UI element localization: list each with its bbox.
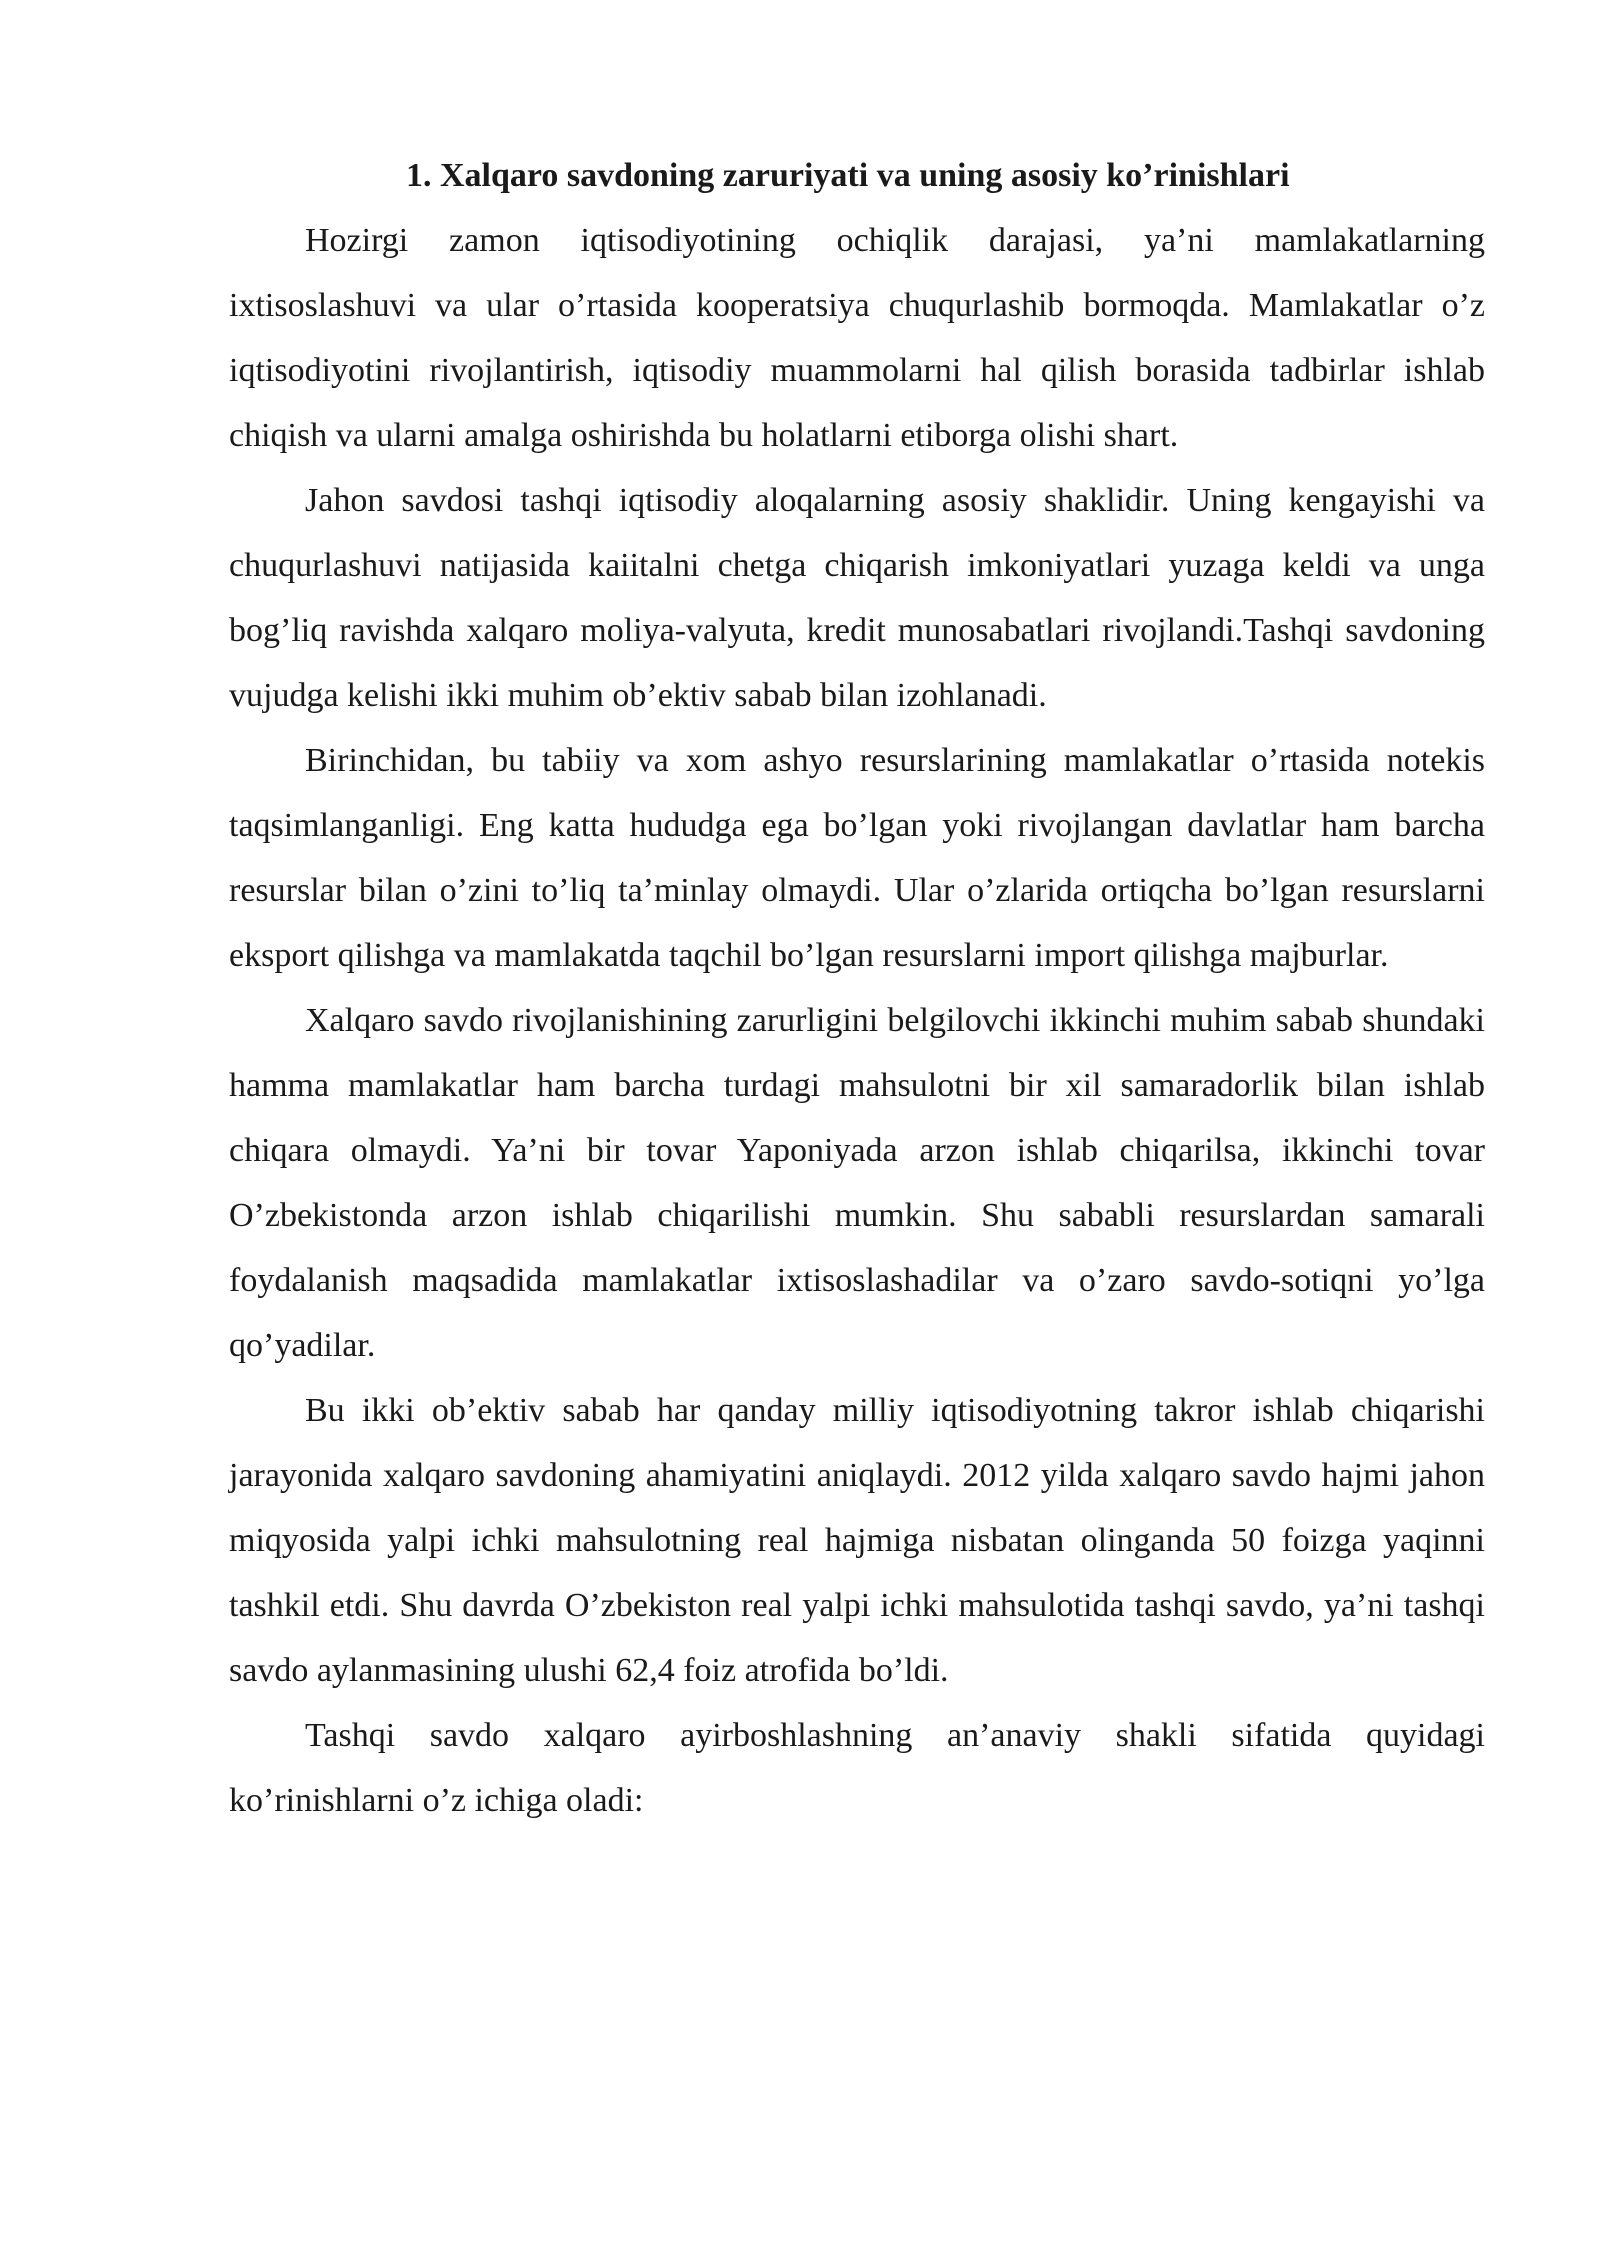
paragraph-1: Hozirgi zamon iqtisodiyotining ochiqlik darajasi, ya’ni mamlakatlarning ixtisoslashuvi va ular o’rtasida kooperatsiya chuqurlashib bormoqda. Mamlakatlar o’z iqtisodiyotini rivojlantirish, iqtisodiy muammolarni hal qilish borasida tadbirlar ishlab chiqish va ularni amalga oshirishda bu holatlarni etiborga olishi shart.: [229, 222, 1485, 454]
paragraph-5: Bu ikki ob’ektiv sabab har qanday milliy iqtisodiyotning takror ishlab chiqarishi jarayonida xalqaro savdoning ahamiyatini aniqlaydi. 2012 yilda xalqaro savdo hajmi jahon miqyosida yalpi ichki mahsulotning real hajmiga nisbatan olinganda 50 foizga yaqinni tashkil etdi. Shu davrda O’zbekiston real yalpi ichki mahsulotida tashqi savdo, ya’ni tashqi savdo aylanmasining ulushi 62,4 foiz atrofida bo’ldi.: [229, 1392, 1485, 1689]
section-heading: 1. Xalqaro savdoning zaruriyati va uning asosiy ko’rinishlari: [406, 157, 1290, 194]
paragraph-4: Xalqaro savdo rivojlanishining zarurligini belgilovchi ikkinchi muhim sabab shundaki hamma mamlakatlar ham barcha turdagi mahsulotni bir xil samaradorlik bilan ishlab chiqara olmaydi. Ya’ni bir tovar Yaponiyada arzon ishlab chiqarilsa, ikkinchi tovar O’zbekistonda arzon ishlab chiqarilishi mumkin. Shu sababli resurslardan samarali foydalanish maqsadida mamlakatlar ixtisoslashadilar va o’zaro savdo-sotiqni yo’lga qo’yadilar.: [229, 1002, 1485, 1364]
paragraph-2: Jahon savdosi tashqi iqtisodiy aloqalarning asosiy shaklidir. Uning kengayishi va chuqurlashuvi natijasida kaiitalni chetga chiqarish imkoniyatlari yuzaga keldi va unga bog’liq ravishda xalqaro moliya-valyuta, kredit munosabatlari rivojlandi.Tashqi savdoning vujudga kelishi ikki muhim ob’ektiv sabab bilan izohlanadi.: [229, 482, 1485, 714]
paragraph-6: Tashqi savdo xalqaro ayirboshlashning an’anaviy shakli sifatida quyidagi ko’rinishlarni o’z ichiga oladi:: [229, 1717, 1485, 1819]
document-body: [229, 150, 1485, 1833]
paragraph-3: Birinchidan, bu tabiiy va xom ashyo resurslarining mamlakatlar o’rtasida notekis taqsimlanganligi. Eng katta hududga ega bo’lgan yoki rivojlangan davlatlar ham barcha resurslar bilan o’zini to’liq ta’minlay olmaydi. Ular o’zlarida ortiqcha bo’lgan resurslarni eksport qilishga va mamlakatda taqchil bo’lgan resurslarni import qilishga majburlar.: [229, 742, 1485, 974]
